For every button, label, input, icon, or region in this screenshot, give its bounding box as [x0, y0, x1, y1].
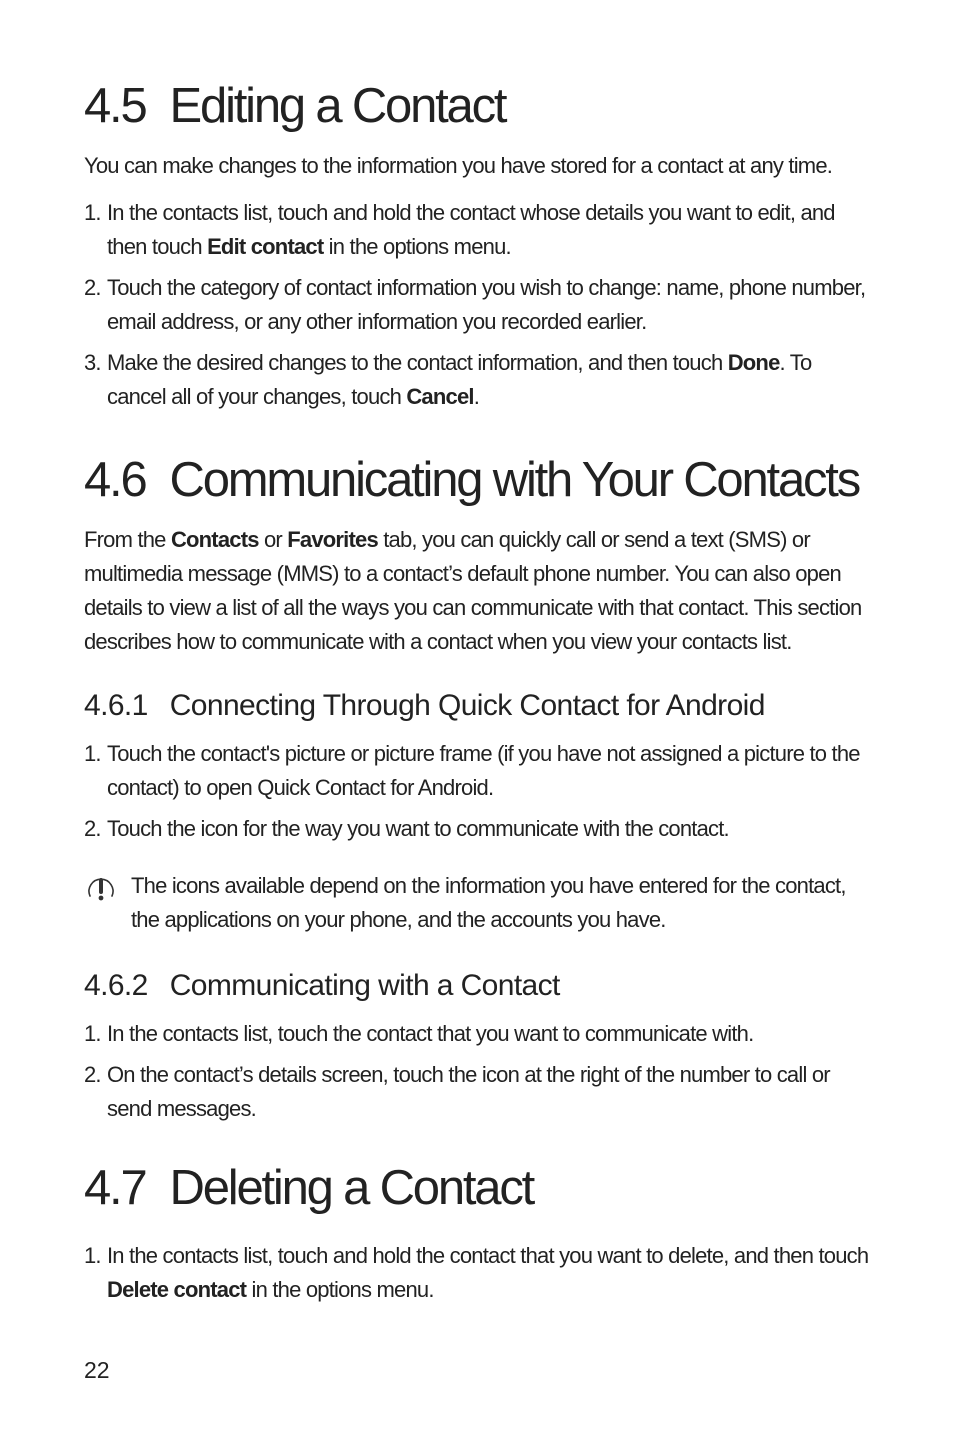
list-item	[84, 346, 874, 414]
section-number: 4.6	[84, 453, 146, 507]
subsection-number: 4.6.1	[84, 689, 148, 722]
list-item	[84, 271, 874, 339]
steps-list-4-6-1	[84, 737, 874, 846]
intro-text: or	[258, 527, 288, 552]
list-item-text: Touch the contact's picture or picture frame (if you have not assigned a picture to the contact) to open Quick Contact for Android.	[107, 741, 860, 800]
list-item-text: Touch the category of contact information you wish to change: name, phone number, email address, or any other information you recorded earlier.	[107, 275, 866, 334]
subsection-heading-4-6-2	[84, 971, 874, 1001]
section-title: Editing a Contact	[169, 79, 506, 133]
list-item	[84, 1239, 874, 1307]
intro-text: tab, you can quickly call or send a text (SMS) or multimedia message (MMS) to a contact’s default phone number. You can also open details to view a list of all the ways you can communicate with that contact. This section describes how to communicate with a contact when you view your contacts list.	[84, 527, 862, 654]
list-item-text: On the contact’s details screen, touch the icon at the right of the number to call or send messages.	[107, 1062, 830, 1121]
button-label-done: Done	[727, 350, 780, 375]
list-item	[84, 1017, 874, 1051]
note-text: The icons available depend on the information you have entered for the contact, the applications on your phone, and the accounts you have.	[131, 873, 846, 932]
menu-option-label: Delete contact	[107, 1277, 247, 1302]
steps-list-4-7	[84, 1239, 874, 1307]
section-number: 4.7	[84, 1161, 146, 1215]
list-item-number: 1.	[84, 741, 101, 766]
section-heading-4-6	[84, 453, 874, 507]
list-item-text: .	[473, 384, 480, 409]
section-heading-4-5	[84, 79, 874, 133]
subsection-title: Connecting Through Quick Contact for Android	[169, 689, 765, 722]
list-item-text: In the contacts list, touch the contact that you want to communicate with.	[107, 1021, 754, 1046]
tab-name-favorites: Favorites	[287, 527, 378, 552]
list-item	[84, 1058, 874, 1126]
list-item-number: 2.	[84, 275, 101, 300]
list-item	[84, 812, 874, 846]
list-item-number: 2.	[84, 816, 101, 841]
steps-list-4-5	[84, 196, 874, 414]
subsection-title: Communicating with a Contact	[169, 969, 560, 1002]
list-item-number: 1.	[84, 1243, 101, 1268]
list-item-text: In the contacts list, touch and hold the contact whose details you want to edit, and then touch	[107, 200, 835, 259]
menu-option-label: Edit contact	[207, 234, 324, 259]
list-item-text: . To cancel all of your changes, touch	[107, 350, 812, 409]
section-title: Deleting a Contact	[169, 1161, 534, 1215]
document-page	[84, 0, 874, 1307]
section-heading-4-7	[84, 1161, 874, 1215]
intro-text: From the	[84, 527, 171, 552]
list-item-text: In the contacts list, touch and hold the contact that you want to delete, and then touch	[107, 1243, 869, 1268]
list-item-number: 1.	[84, 1021, 101, 1046]
list-item-number: 1.	[84, 200, 101, 225]
section-intro	[84, 523, 874, 659]
section-title: Communicating with Your Contacts	[169, 453, 860, 507]
list-item-text: Make the desired changes to the contact information, and then touch	[107, 350, 728, 375]
section-number: 4.5	[84, 79, 146, 133]
steps-list-4-6-2	[84, 1017, 874, 1126]
subsection-number: 4.6.2	[84, 969, 148, 1002]
tab-name-contacts: Contacts	[170, 527, 259, 552]
list-item	[84, 737, 874, 805]
page-number: 22	[84, 1357, 110, 1383]
list-item-text: in the options menu.	[323, 234, 511, 259]
section-intro: You can make changes to the information you have stored for a contact at any time.	[84, 153, 833, 178]
button-label-cancel: Cancel	[406, 384, 474, 409]
list-item-text: in the options menu.	[246, 1277, 434, 1302]
note-icon	[86, 874, 116, 904]
list-item-number: 2.	[84, 1062, 101, 1087]
list-item	[84, 196, 874, 264]
list-item-number: 3.	[84, 350, 101, 375]
note-box	[84, 869, 874, 937]
list-item-text: Touch the icon for the way you want to communicate with the contact.	[107, 816, 729, 841]
subsection-heading-4-6-1	[84, 691, 874, 721]
